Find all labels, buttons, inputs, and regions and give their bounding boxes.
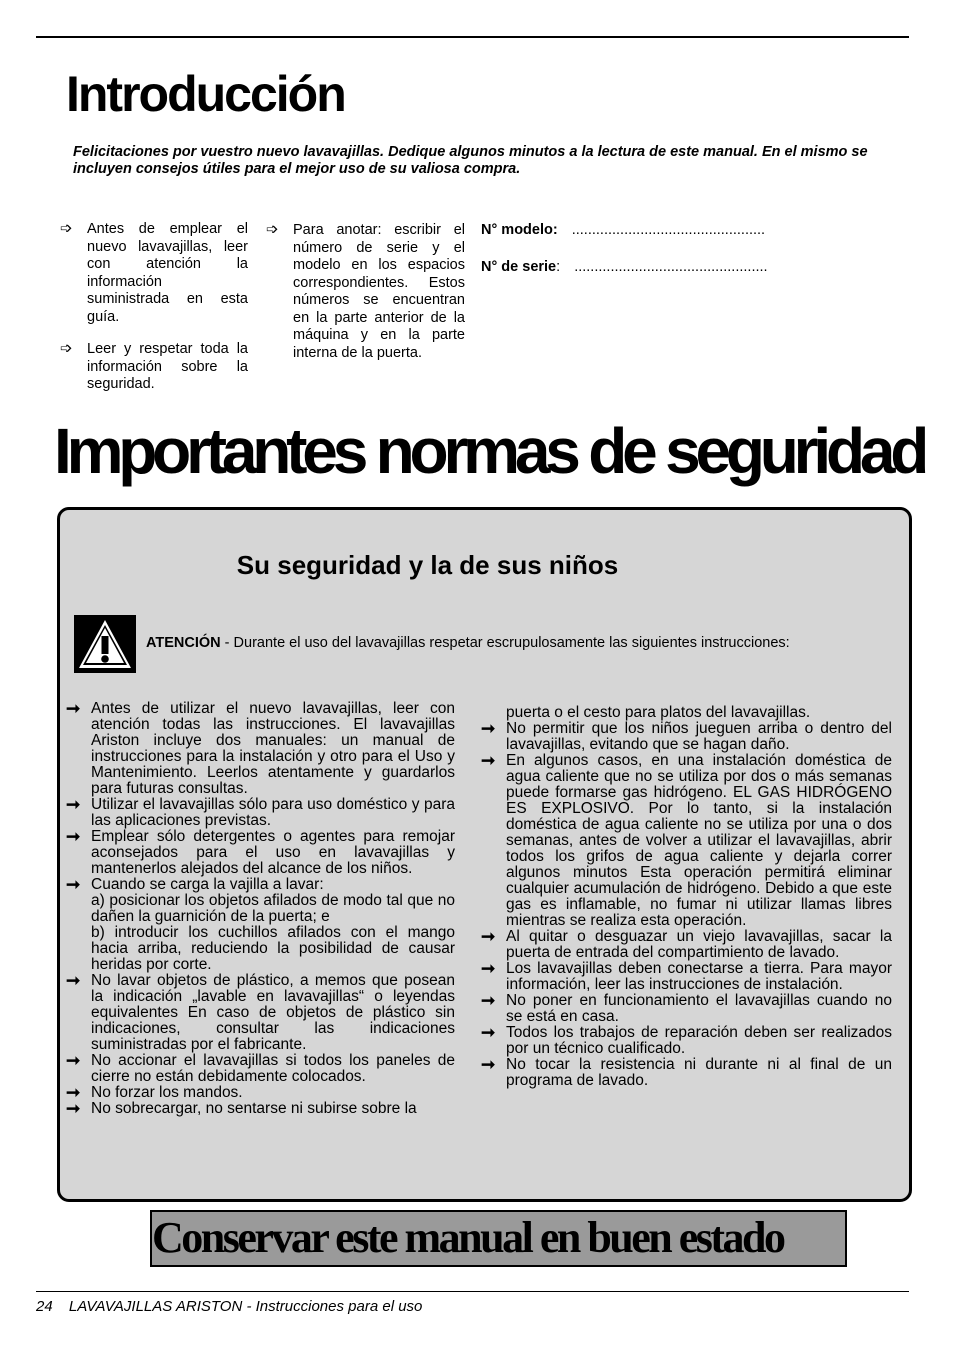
solid-arrow-icon: ➞ (481, 1055, 496, 1074)
solid-arrow-icon: ➞ (66, 875, 81, 894)
safety-item (481, 753, 892, 929)
safety-item (66, 1053, 455, 1085)
solid-arrow-icon: ➞ (481, 751, 496, 770)
intro-heading: Introducción (66, 66, 345, 122)
hollow-arrow-icon: ➩ (60, 340, 73, 357)
warning-body: - Durante el uso del lavavajillas respetar escrupulosamente las siguientes instrucciones: (220, 635, 790, 651)
solid-arrow-icon: ➞ (66, 971, 81, 990)
safety-item (66, 877, 455, 973)
safety-item-text: Utilizar el lavavajillas sólo para uso doméstico y para las aplicaciones previstas. (91, 796, 455, 829)
safety-item (481, 929, 892, 961)
safety-item (66, 1085, 455, 1101)
serial-label: N° de serie (481, 259, 557, 275)
safety-list-left (66, 701, 455, 1117)
keep-manual-banner: Conservar este manual en buen estado (150, 1210, 847, 1267)
intro-lead-paragraph: Felicitaciones por vuestro nuevo lavavajillas. Dedique algunos minutos a la lectura de este manual. En el mismo se incluyen consejos útiles para el mejor uso de su valiosa compra. (73, 144, 868, 177)
intro-bullets-right (266, 222, 465, 362)
warning-triangle-icon (74, 615, 136, 673)
intro-bullet (266, 222, 465, 362)
warning-label: ATENCIÓN (146, 635, 221, 651)
intro-bullet-text: Leer y respetar toda la información sobre la seguridad. (87, 341, 248, 392)
intro-bullets-left (60, 221, 248, 394)
solid-arrow-icon: ➞ (66, 1051, 81, 1070)
safety-item (66, 701, 455, 797)
solid-arrow-icon: ➞ (481, 927, 496, 946)
intro-bullet-text: Para anotar: escribir el número de serie y el modelo en los espacios correspondientes. Estos números se encuentran en la parte anterior de la máquina y en la parte interna de la puerta. (293, 222, 465, 361)
safety-item (481, 961, 892, 993)
safety-item-text: Antes de utilizar el nuevo lavavajillas, leer con atención todas las instrucciones. El lavavajillas Ariston incluye dos manuales: un manual de instrucciones para la instalación y otro para el Uso y Mantenimiento. Leerlos atentamente y guardarlos para futuras consultas. (91, 700, 455, 797)
safety-item (481, 993, 892, 1025)
safety-item (481, 1057, 892, 1089)
safety-item (66, 797, 455, 829)
top-rule (36, 36, 909, 38)
intro-bullet (60, 221, 248, 326)
page-footer (36, 1298, 422, 1315)
model-field (481, 222, 765, 238)
safety-item-text: Los lavavajillas deben conectarse a tierra. Para mayor información, leer las instrucciones de instalación. (506, 960, 892, 993)
safety-box-title: Su seguridad y la de sus niños (236, 550, 619, 580)
safety-item-text: No permitir que los niños jueguen arriba o dentro del lavavajillas, evitando que se hagan daño. (506, 720, 892, 753)
safety-item-text: No poner en funcionamiento el lavavajillas cuando no se está en casa. (506, 992, 892, 1025)
safety-item (481, 1025, 892, 1057)
safety-item-text: No lavar objetos de plástico, a memos que posean la indicación „lavable en lavavajillas“ o leyendas equivalentes En caso de objetos de plástico sin indicaciones, consultar las indicaciones suministradas por el fabricante. (91, 972, 455, 1053)
solid-arrow-icon: ➞ (481, 719, 496, 738)
safety-item-continuation (481, 705, 892, 721)
safety-item-text: No accionar el lavavajillas si todos los paneles de cierre no están debidamente colocados. (91, 1052, 455, 1085)
serial-colon: : (556, 259, 561, 275)
hollow-arrow-icon: ➩ (60, 220, 73, 237)
safety-list-right (481, 705, 892, 1089)
safety-item (66, 973, 455, 1053)
serial-dots: ................................................ (574, 259, 768, 275)
footer-text: LAVAVAJILLAS ARISTON - Instrucciones para el uso (68, 1298, 423, 1315)
safety-item-text: Todos los trabajos de reparación deben ser realizados por un técnico cualificado. (506, 1024, 892, 1057)
serial-field (481, 259, 768, 275)
warning-text (146, 634, 829, 652)
intro-bullet (60, 341, 248, 394)
model-dots: ................................................ (571, 222, 766, 238)
solid-arrow-icon: ➞ (481, 959, 496, 978)
safety-item-text: No tocar la resistencia ni durante ni al final de un programa de lavado. (506, 1056, 892, 1089)
solid-arrow-icon: ➞ (66, 827, 81, 846)
hollow-arrow-icon: ➩ (266, 221, 279, 238)
solid-arrow-icon: ➞ (66, 795, 81, 814)
solid-arrow-icon: ➞ (481, 1023, 496, 1042)
bottom-rule (36, 1291, 909, 1292)
intro-bullet-text: Antes de emplear el nuevo lavavajillas, leer con atención la información suministrada en esta guía. (87, 221, 248, 325)
safety-item-text: Al quitar o desguazar un viejo lavavajillas, sacar la puerta de entrada del compartimiento de lavado. (506, 928, 892, 961)
safety-item-text: Cuando se carga la vajilla a lavar: a) posicionar los objetos afilados de modo tal que no dañen la guarnición de la puerta; e b) introducir los cuchillos afilados con el mango hacia arriba, reduciendo la posibilidad de causar heridas por corte. (91, 876, 455, 973)
safety-item (481, 721, 892, 753)
safety-heading: Importantes normas de seguridad (54, 415, 925, 487)
solid-arrow-icon: ➞ (66, 1083, 81, 1102)
safety-item-text: Emplear sólo detergentes o agentes para remojar aconsejados para el uso en lavavajillas y mantenerlos alejados del alcance de los niños. (91, 828, 455, 877)
model-label: N° modelo: (481, 222, 558, 238)
safety-item (66, 1101, 455, 1117)
safety-item-text: No forzar los mandos. (91, 1084, 243, 1101)
safety-item-text: En algunos casos, en una instalación doméstica de agua caliente que no se utiliza por dos o más semanas puede formarse gas hidrógeno. EL GAS HIDRÓGENO ES EXPLOSIVO. Por lo tanto, si la instalación doméstica de agua caliente no se utiliza por una o dos semanas, antes de volver a utilizar el lavavajillas, abrir todos los grifos de agua caliente y dejarla correr algunos minutos Esta operación permitirá eliminar cualquier acumulación de hidrógeno. Debido a que este gas es inflamable, no fumar ni utilizar llamas libres mientras se realiza esta operación. (506, 752, 892, 929)
solid-arrow-icon: ➞ (66, 1099, 81, 1118)
safety-item (66, 829, 455, 877)
page-number: 24 (36, 1298, 53, 1315)
safety-item-text: puerta o el cesto para platos del lavavajillas. (506, 704, 811, 721)
solid-arrow-icon: ➞ (481, 991, 496, 1010)
solid-arrow-icon: ➞ (66, 699, 81, 718)
safety-item-text: No sobrecargar, no sentarse ni subirse sobre la (91, 1100, 417, 1117)
